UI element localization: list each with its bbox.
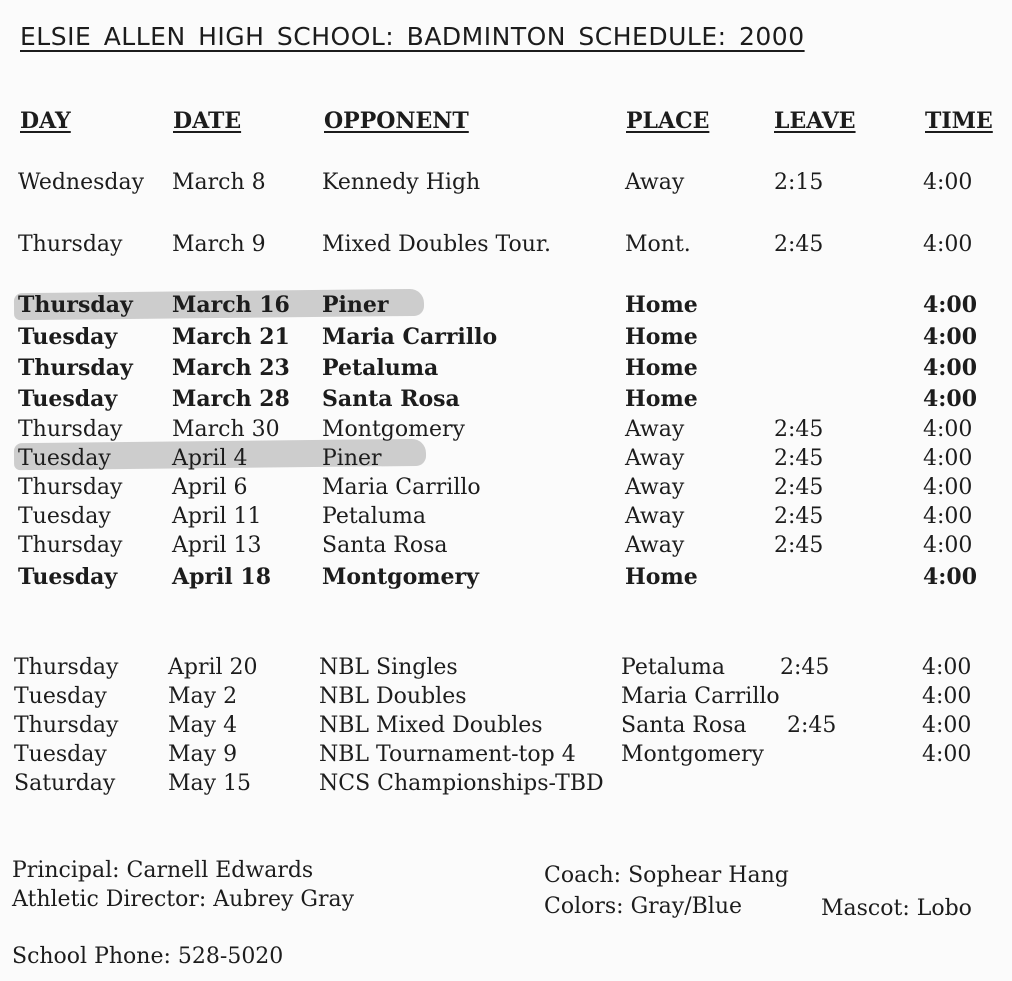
header-opponent: OPPONENT xyxy=(324,108,469,134)
cell-time: 4:00 xyxy=(922,713,972,738)
header-place: PLACE xyxy=(626,108,710,134)
cell-date: March 23 xyxy=(172,355,290,381)
cell-time: 4:00 xyxy=(923,355,978,381)
cell-place: Away xyxy=(625,504,685,529)
cell-opponent: Piner xyxy=(322,446,382,471)
table-row xyxy=(0,292,1012,322)
cell-time: 4:00 xyxy=(923,170,973,195)
table-row xyxy=(0,417,1012,447)
cell-time: 4:00 xyxy=(922,742,972,767)
cell-time: 4:00 xyxy=(923,417,973,442)
cell-day: Saturday xyxy=(14,771,116,796)
cell-opponent: Petaluma xyxy=(322,504,426,529)
cell-day: Thursday xyxy=(18,355,133,381)
cell-place: Santa Rosa xyxy=(621,713,747,738)
cell-place: Away xyxy=(625,533,685,558)
cell-leave: 2:45 xyxy=(774,446,824,471)
cell-time: 4:00 xyxy=(922,684,972,709)
phone-line: School Phone: 528-5020 xyxy=(12,944,284,969)
cell-date: April 4 xyxy=(172,446,248,471)
cell-day: Tuesday xyxy=(14,742,107,767)
cell-opponent: Petaluma xyxy=(322,355,439,381)
cell-place: Home xyxy=(625,324,698,350)
cell-date: March 9 xyxy=(172,232,266,257)
cell-time: 4:00 xyxy=(923,324,978,350)
cell-place: Maria Carrillo xyxy=(621,684,780,709)
table-row xyxy=(0,386,1012,416)
table-row xyxy=(0,713,1012,743)
cell-time: 4:00 xyxy=(923,533,973,558)
cell-day: Thursday xyxy=(18,292,133,318)
athletic-director-line: Athletic Director: Aubrey Gray xyxy=(12,887,355,912)
cell-place: Mont. xyxy=(625,232,691,257)
colors-line: Colors: Gray/Blue xyxy=(544,894,743,919)
cell-date: March 21 xyxy=(172,324,290,350)
cell-leave: 2:45 xyxy=(780,655,830,680)
table-row xyxy=(0,504,1012,534)
table-row xyxy=(0,533,1012,563)
table-row xyxy=(0,170,1012,200)
cell-leave: 2:45 xyxy=(774,232,824,257)
cell-place: Home xyxy=(625,386,698,412)
cell-day: Tuesday xyxy=(18,504,111,529)
cell-opponent: Montgomery xyxy=(322,417,465,442)
cell-date: April 6 xyxy=(172,475,248,500)
table-row xyxy=(0,355,1012,385)
coach-line: Coach: Sophear Hang xyxy=(544,863,789,888)
cell-day: Thursday xyxy=(18,232,123,257)
cell-leave: 2:15 xyxy=(774,170,824,195)
cell-time: 4:00 xyxy=(923,446,973,471)
cell-day: Thursday xyxy=(18,475,123,500)
cell-opponent: Maria Carrillo xyxy=(322,475,481,500)
cell-place: Away xyxy=(625,475,685,500)
cell-place: Home xyxy=(625,292,698,318)
cell-time: 4:00 xyxy=(923,475,973,500)
table-row xyxy=(0,232,1012,262)
cell-leave: 2:45 xyxy=(774,417,824,442)
cell-opponent: Santa Rosa xyxy=(322,386,460,412)
cell-time: 4:00 xyxy=(923,504,973,529)
cell-day: Thursday xyxy=(18,417,123,442)
cell-time: 4:00 xyxy=(923,232,973,257)
cell-date: March 30 xyxy=(172,417,280,442)
table-row xyxy=(0,771,1012,801)
header-day: DAY xyxy=(20,108,71,134)
cell-place: Away xyxy=(625,170,685,195)
header-time: TIME xyxy=(925,108,993,134)
table-row xyxy=(0,475,1012,505)
cell-opponent: Piner xyxy=(322,292,389,318)
table-row xyxy=(0,324,1012,354)
cell-opponent: Santa Rosa xyxy=(322,533,448,558)
cell-date: May 2 xyxy=(168,684,238,709)
cell-leave: 2:45 xyxy=(787,713,837,738)
cell-day: Thursday xyxy=(14,655,119,680)
cell-opponent: NCS Championships-TBD xyxy=(319,771,604,796)
cell-day: Thursday xyxy=(18,533,123,558)
cell-day: Thursday xyxy=(14,713,119,738)
cell-date: April 20 xyxy=(168,655,258,680)
principal-line: Principal: Carnell Edwards xyxy=(12,858,314,883)
cell-date: May 15 xyxy=(168,771,252,796)
cell-time: 4:00 xyxy=(923,292,978,318)
cell-time: 4:00 xyxy=(923,386,978,412)
cell-time: 4:00 xyxy=(923,564,978,590)
table-row xyxy=(0,684,1012,714)
header-leave: LEAVE xyxy=(774,108,856,134)
cell-leave: 2:45 xyxy=(774,504,824,529)
cell-date: March 8 xyxy=(172,170,266,195)
cell-opponent: Mixed Doubles Tour. xyxy=(322,232,552,257)
cell-date: April 18 xyxy=(172,564,272,590)
cell-place: Home xyxy=(625,564,698,590)
cell-opponent: NBL Singles xyxy=(319,655,458,680)
cell-date: May 4 xyxy=(168,713,238,738)
cell-date: March 28 xyxy=(172,386,290,412)
cell-day: Tuesday xyxy=(18,386,118,412)
schedule-title: ELSIE ALLEN HIGH SCHOOL: BADMINTON SCHEDULE: 2000 xyxy=(20,22,805,51)
cell-place: Montgomery xyxy=(621,742,764,767)
cell-day: Tuesday xyxy=(14,684,107,709)
cell-opponent: Kennedy High xyxy=(322,170,481,195)
mascot-line: Mascot: Lobo xyxy=(821,896,972,921)
cell-leave: 2:45 xyxy=(774,475,824,500)
header-date: DATE xyxy=(173,108,242,134)
cell-opponent: Montgomery xyxy=(322,564,479,590)
cell-opponent: Maria Carrillo xyxy=(322,324,498,350)
cell-day: Tuesday xyxy=(18,446,111,471)
table-row xyxy=(0,446,1012,476)
cell-date: March 16 xyxy=(172,292,290,318)
cell-opponent: NBL Mixed Doubles xyxy=(319,713,543,738)
cell-place: Petaluma xyxy=(621,655,725,680)
cell-date: April 13 xyxy=(172,533,262,558)
table-row xyxy=(0,564,1012,594)
table-row xyxy=(0,655,1012,685)
cell-date: May 9 xyxy=(168,742,238,767)
cell-opponent: NBL Tournament-top 4 xyxy=(319,742,576,767)
cell-opponent: NBL Doubles xyxy=(319,684,467,709)
cell-date: April 11 xyxy=(172,504,262,529)
table-row xyxy=(0,742,1012,772)
cell-place: Away xyxy=(625,446,685,471)
cell-place: Away xyxy=(625,417,685,442)
cell-day: Tuesday xyxy=(18,324,118,350)
cell-time: 4:00 xyxy=(922,655,972,680)
cell-day: Wednesday xyxy=(18,170,145,195)
cell-day: Tuesday xyxy=(18,564,118,590)
cell-place: Home xyxy=(625,355,698,381)
cell-leave: 2:45 xyxy=(774,533,824,558)
